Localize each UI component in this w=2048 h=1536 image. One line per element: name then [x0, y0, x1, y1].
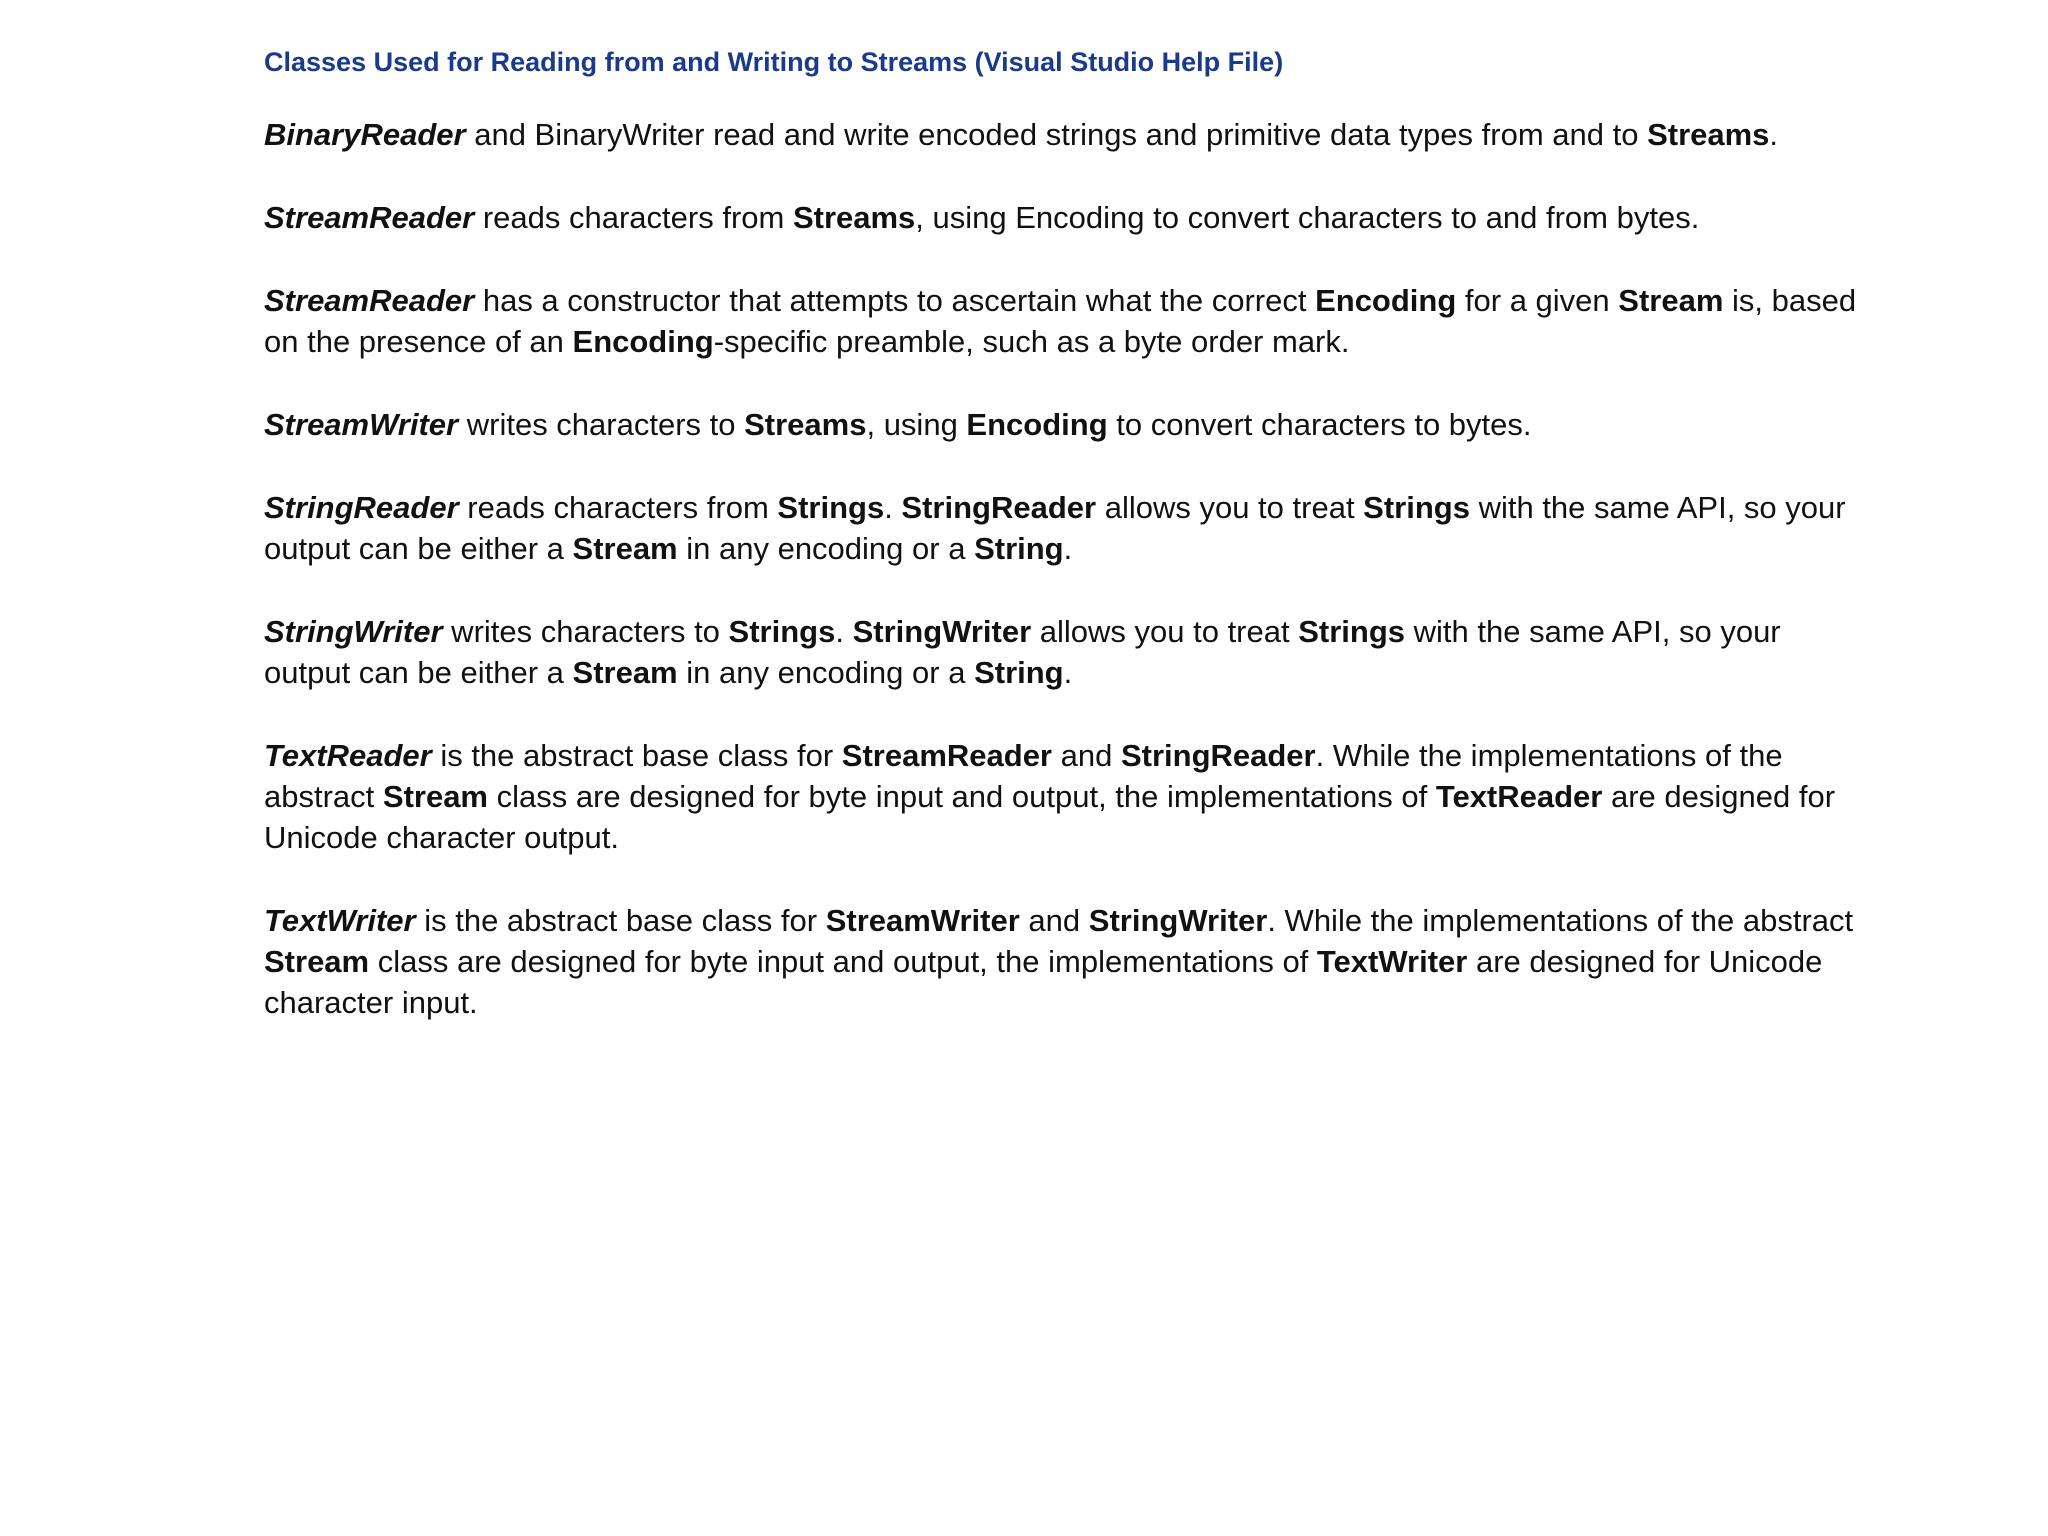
paragraph-text: allows you to treat	[1031, 614, 1299, 649]
paragraph-text: writes characters to	[442, 614, 729, 649]
paragraph-text: . While the implementations of the abstract	[1267, 903, 1854, 938]
class-name-term-wrapper	[264, 117, 466, 152]
paragraph-text: .	[884, 490, 902, 525]
bold-term: TextWriter	[1316, 944, 1468, 979]
bold-term: Strings	[777, 490, 885, 525]
paragraph-text: reads characters from	[474, 200, 793, 235]
bold-term: Encoding	[1315, 283, 1457, 318]
paragraph-text: reads characters from	[458, 490, 778, 525]
class-name-term-wrapper	[264, 200, 474, 235]
paragraph-text: with the same API, so your output can be either a	[264, 490, 1846, 566]
class-name-term-wrapper	[264, 407, 458, 442]
paragraph-text: writes characters to	[458, 407, 745, 442]
bold-term: Stream	[1618, 283, 1724, 318]
bold-term: Strings	[728, 614, 836, 649]
bold-term: StringWriter	[1088, 903, 1268, 938]
bold-term: StringWriter	[852, 614, 1032, 649]
bold-term: Encoding	[572, 324, 714, 359]
paragraph-text: .	[1063, 531, 1073, 566]
paragraph-text: and	[1019, 903, 1089, 938]
bold-term: Stream	[572, 655, 678, 690]
paragraph-text: .	[1063, 655, 1073, 690]
bold-term: Strings	[1298, 614, 1406, 649]
class-name-term-wrapper	[264, 283, 474, 318]
bold-term: StringReader	[901, 490, 1097, 525]
paragraph-text: are designed for Unicode character input.	[264, 944, 1823, 1020]
paragraph-text: , using	[866, 407, 967, 442]
class-name-term-wrapper	[264, 490, 459, 525]
paragraph-text: .	[1769, 117, 1779, 152]
bold-term: Stream	[264, 944, 370, 979]
paragraph	[264, 611, 1864, 693]
paragraph	[264, 280, 1864, 362]
bold-term: String	[974, 531, 1064, 566]
bold-term: StreamReader	[841, 738, 1052, 773]
paragraph-text: is, based on the presence of an	[264, 283, 1857, 359]
paragraph-text: is the abstract base class for	[431, 738, 842, 773]
class-name-term: StreamReader	[264, 200, 475, 235]
paragraph-text: class are designed for byte input and output, the implementations of	[488, 779, 1436, 814]
paragraph-text: in any encoding or a	[677, 531, 975, 566]
bold-term: StringReader	[1120, 738, 1316, 773]
paragraph-text: and BinaryWriter read and write encoded strings and primitive data types from and to	[465, 117, 1648, 152]
paragraph-text: is the abstract base class for	[415, 903, 826, 938]
class-name-term: StringReader	[264, 490, 459, 525]
paragraph-text: to convert characters to bytes.	[1107, 407, 1532, 442]
paragraph-list	[264, 114, 1864, 1023]
paragraph	[264, 197, 1864, 238]
class-name-term: StreamReader	[264, 283, 475, 318]
bold-term: Streams	[1647, 117, 1770, 152]
bold-term: Stream	[382, 779, 488, 814]
class-name-term: TextReader	[264, 738, 432, 773]
paragraph-text: -specific preamble, such as a byte order mark.	[713, 324, 1350, 359]
bold-term: Streams	[744, 407, 867, 442]
bold-term: Stream	[572, 531, 678, 566]
document-title: Classes Used for Reading from and Writing to Streams (Visual Studio Help File)	[264, 47, 1284, 77]
bold-term: StreamWriter	[825, 903, 1020, 938]
bold-term: String	[974, 655, 1064, 690]
paragraph	[264, 900, 1864, 1023]
bold-term: Encoding	[966, 407, 1108, 442]
class-name-term: TextWriter	[264, 903, 416, 938]
paragraph-text: .	[835, 614, 853, 649]
paragraph-text: allows you to treat	[1096, 490, 1364, 525]
paragraph-text: are designed for Unicode character output.	[264, 779, 1836, 855]
class-name-term-wrapper	[264, 738, 432, 773]
paragraph-text: class are designed for byte input and output, the implementations of	[369, 944, 1317, 979]
class-name-term-wrapper	[264, 614, 443, 649]
paragraph-text: and	[1052, 738, 1121, 773]
class-name-term: StreamWriter	[264, 407, 459, 442]
paragraph-text: with the same API, so your output can be either a	[264, 614, 1781, 690]
paragraph	[264, 487, 1864, 569]
document-page	[264, 40, 1864, 1065]
paragraph-text: . While the implementations of the abstract	[264, 738, 1783, 814]
bold-term: Streams	[792, 200, 916, 235]
paragraph-text: in any encoding or a	[677, 655, 975, 690]
class-name-term: StringWriter	[264, 614, 443, 649]
bold-term: TextReader	[1435, 779, 1603, 814]
paragraph-text: has a constructor that attempts to ascertain what the correct	[474, 283, 1316, 318]
paragraph-text: for a given	[1456, 283, 1619, 318]
class-name-term-wrapper	[264, 903, 416, 938]
paragraph	[264, 404, 1864, 445]
paragraph	[264, 735, 1864, 858]
paragraph-text: , using Encoding to convert characters to and from bytes.	[915, 200, 1700, 235]
bold-term: Strings	[1363, 490, 1470, 525]
class-name-term: BinaryReader	[264, 117, 466, 152]
paragraph	[264, 114, 1864, 155]
